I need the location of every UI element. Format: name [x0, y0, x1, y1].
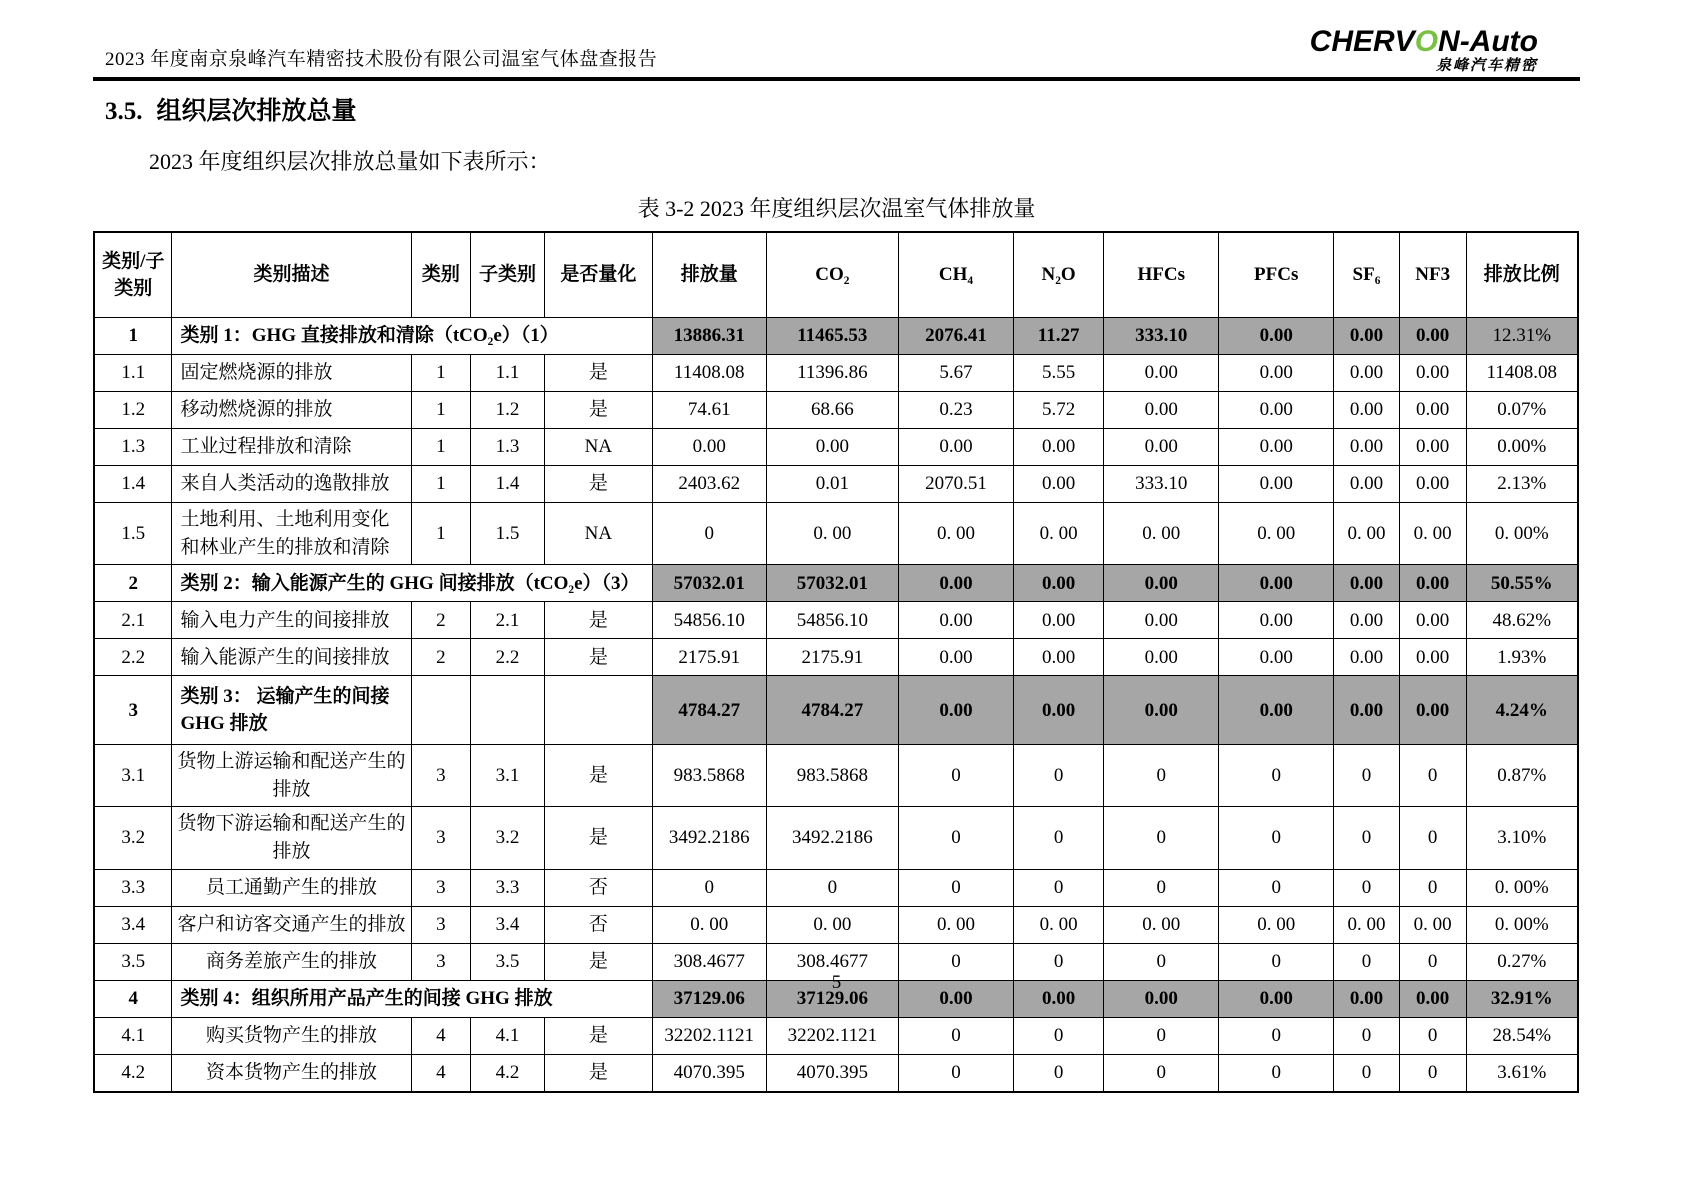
cell-value: 0.01 [766, 466, 898, 503]
cell-value: 0.00 [1013, 565, 1103, 602]
cell-ratio: 48.62% [1466, 602, 1578, 639]
cell-value: 308.4677 [652, 943, 766, 980]
cell-value: 54856.10 [766, 602, 898, 639]
logo-text-post: N-Auto [1438, 25, 1538, 58]
cell-quantified: 是 [545, 639, 653, 676]
cell-category: 3 [411, 943, 471, 980]
cell-ratio: 2.13% [1466, 466, 1578, 503]
cell-id: 1.3 [94, 429, 172, 466]
cell-value: 0.00 [1013, 429, 1103, 466]
table-row [94, 602, 1578, 639]
cell-value: 0.00 [1219, 466, 1334, 503]
cell-value: 0 [899, 1054, 1014, 1092]
cell-value: 0.00 [1399, 355, 1466, 392]
cell-desc: 类别 4：组织所用产品产生的间接 GHG 排放 [172, 980, 652, 1017]
table-row [94, 355, 1578, 392]
cell-category: 3 [411, 906, 471, 943]
table-row [94, 392, 1578, 429]
cell-desc: 货物下游运输和配送产生的排放 [172, 807, 411, 869]
section-heading [105, 91, 1580, 127]
table-row [94, 565, 1578, 602]
cell-value: 0 [1013, 807, 1103, 869]
cell-quantified: 是 [545, 602, 653, 639]
column-header: N₂O [1013, 232, 1103, 318]
cell-id: 4.1 [94, 1017, 172, 1054]
cell-value: 0.00 [652, 429, 766, 466]
cell-ratio: 12.31% [1466, 318, 1578, 355]
page-number: 5 [831, 972, 842, 993]
cell-value: 0. 00 [1219, 906, 1334, 943]
cell-ratio: 0.87% [1466, 745, 1578, 807]
cell-value: 0.00 [1013, 466, 1103, 503]
cell-value: 0 [1013, 943, 1103, 980]
cell-value: 0.00 [1013, 639, 1103, 676]
cell-value: 0.00 [1219, 392, 1334, 429]
section-number: 3.5. [105, 98, 143, 126]
cell-category: 1 [411, 355, 471, 392]
cell-value: 0 [652, 869, 766, 906]
cell-value: 0. 00 [899, 906, 1014, 943]
cell-value: 57032.01 [652, 565, 766, 602]
cell-quantified: NA [545, 503, 653, 565]
intro-paragraph: 2023 年度组织层次排放总量如下表所示： [149, 149, 551, 175]
cell-value: 0 [1399, 1054, 1466, 1092]
cell-category: 2 [411, 602, 471, 639]
cell-quantified: 是 [545, 466, 653, 503]
cell-value: 0 [1399, 943, 1466, 980]
cell-value: 0 [1104, 1017, 1219, 1054]
cell-quantified: 否 [545, 869, 653, 906]
cell-value: 13886.31 [652, 318, 766, 355]
cell-value: 32202.1121 [652, 1017, 766, 1054]
column-header: 排放量 [652, 232, 766, 318]
cell-category: 2 [411, 639, 471, 676]
cell-desc: 货物上游运输和配送产生的排放 [172, 745, 411, 807]
cell-value: 0.00 [1219, 602, 1334, 639]
cell-ratio: 3.10% [1466, 807, 1578, 869]
cell-value: 0. 00 [1013, 503, 1103, 565]
cell-value: 333.10 [1104, 466, 1219, 503]
cell-value: 0.00 [1219, 676, 1334, 745]
cell-value: 4070.395 [766, 1054, 898, 1092]
cell-value: 0.23 [899, 392, 1014, 429]
cell-id: 1.1 [94, 355, 172, 392]
cell-value: 0. 00 [1104, 503, 1219, 565]
column-header: PFCs [1219, 232, 1334, 318]
cell-value: 0 [1219, 1054, 1334, 1092]
cell-value: 0.00 [1334, 565, 1400, 602]
cell-ratio: 11408.08 [1466, 355, 1578, 392]
cell-value: 0. 00 [1334, 503, 1400, 565]
cell-value: 0.00 [1104, 980, 1219, 1017]
cell-value: 0. 00 [766, 906, 898, 943]
column-header: NF3 [1399, 232, 1466, 318]
cell-subcategory: 1.2 [471, 392, 545, 429]
emissions-table [93, 231, 1579, 1092]
cell-subcategory: 2.1 [471, 602, 545, 639]
cell-quantified: 是 [545, 355, 653, 392]
cell-value: 0.00 [1219, 565, 1334, 602]
cell-desc: 土地利用、土地利用变化和林业产生的排放和清除 [172, 503, 411, 565]
cell-desc: 类别 1：GHG 直接排放和清除（tCO₂e）（1） [172, 318, 652, 355]
table-row [94, 869, 1578, 906]
table-row [94, 807, 1578, 869]
cell-ratio: 50.55% [1466, 565, 1578, 602]
cell-id: 3.2 [94, 807, 172, 869]
cell-ratio: 0.07% [1466, 392, 1578, 429]
cell-id: 2.2 [94, 639, 172, 676]
cell-value: 0.00 [1104, 639, 1219, 676]
cell-value: 0.00 [1399, 318, 1466, 355]
cell-value: 0. 00 [899, 503, 1014, 565]
cell-subcategory: 4.2 [471, 1054, 545, 1092]
cell-id: 1.4 [94, 466, 172, 503]
cell-quantified: 是 [545, 943, 653, 980]
cell-value: 0.00 [1399, 392, 1466, 429]
column-header: 排放比例 [1466, 232, 1578, 318]
cell-quantified: 否 [545, 906, 653, 943]
cell-subcategory [471, 676, 545, 745]
table-row [94, 676, 1578, 745]
cell-category: 3 [411, 869, 471, 906]
cell-value: 0 [1399, 869, 1466, 906]
cell-ratio: 32.91% [1466, 980, 1578, 1017]
cell-value: 0 [1334, 1017, 1400, 1054]
cell-ratio: 1.93% [1466, 639, 1578, 676]
cell-ratio: 0. 00% [1466, 906, 1578, 943]
cell-subcategory: 1.1 [471, 355, 545, 392]
cell-subcategory: 3.3 [471, 869, 545, 906]
logo-green-o-icon: O [1414, 25, 1439, 58]
cell-subcategory: 3.1 [471, 745, 545, 807]
table-row [94, 1054, 1578, 1092]
cell-value: 2070.51 [899, 466, 1014, 503]
cell-desc: 客户和访客交通产生的排放 [172, 906, 411, 943]
column-header: 类别描述 [172, 232, 411, 318]
logo-subtitle: 泉峰汽车精密 [1435, 56, 1538, 74]
cell-value: 0.00 [1399, 602, 1466, 639]
cell-ratio: 0. 00% [1466, 503, 1578, 565]
column-header: 类别/子类别 [94, 232, 172, 318]
cell-value: 0 [899, 807, 1014, 869]
cell-value: 0.00 [1104, 355, 1219, 392]
table-header-row [94, 232, 1578, 318]
cell-value: 0.00 [1219, 639, 1334, 676]
cell-quantified: 是 [545, 392, 653, 429]
cell-value: 0 [1104, 869, 1219, 906]
cell-value: 5.67 [899, 355, 1014, 392]
cell-id: 1 [94, 318, 172, 355]
cell-desc: 员工通勤产生的排放 [172, 869, 411, 906]
cell-value: 0.00 [899, 429, 1014, 466]
cell-value: 0 [1013, 869, 1103, 906]
cell-value: 0 [899, 943, 1014, 980]
report-title: 2023 年度南京泉峰汽车精密技术股份有限公司温室气体盘查报告 [105, 49, 658, 71]
cell-value: 3492.2186 [766, 807, 898, 869]
cell-id: 3.1 [94, 745, 172, 807]
cell-value: 0.00 [1104, 392, 1219, 429]
cell-value: 983.5868 [652, 745, 766, 807]
column-header: CH₄ [899, 232, 1014, 318]
cell-value: 2076.41 [899, 318, 1014, 355]
cell-id: 3.3 [94, 869, 172, 906]
cell-category: 4 [411, 1017, 471, 1054]
cell-category: 3 [411, 745, 471, 807]
cell-value: 0.00 [1104, 676, 1219, 745]
column-header: SF₆ [1334, 232, 1400, 318]
cell-value: 0 [652, 503, 766, 565]
cell-value: 5.72 [1013, 392, 1103, 429]
cell-value: 0.00 [1399, 980, 1466, 1017]
cell-category: 1 [411, 429, 471, 466]
cell-subcategory: 2.2 [471, 639, 545, 676]
cell-value: 0.00 [1104, 565, 1219, 602]
table-caption: 表 3-2 2023 年度组织层次温室气体排放量 [637, 196, 1036, 222]
cell-desc: 输入电力产生的间接排放 [172, 602, 411, 639]
cell-value: 0 [899, 745, 1014, 807]
cell-value: 0 [1104, 807, 1219, 869]
cell-value: 11465.53 [766, 318, 898, 355]
cell-desc: 商务差旅产生的排放 [172, 943, 411, 980]
cell-value: 0 [1334, 869, 1400, 906]
cell-value: 0.00 [899, 565, 1014, 602]
cell-desc: 来自人类活动的逸散排放 [172, 466, 411, 503]
cell-desc: 移动燃烧源的排放 [172, 392, 411, 429]
section-title: 组织层次排放总量 [156, 98, 357, 126]
cell-value: 11408.08 [652, 355, 766, 392]
cell-quantified: 是 [545, 1054, 653, 1092]
table-row [94, 1017, 1578, 1054]
logo-text-pre: CHERV [1309, 25, 1415, 58]
cell-value: 0.00 [899, 676, 1014, 745]
cell-value: 0 [1219, 745, 1334, 807]
cell-quantified [545, 676, 653, 745]
cell-ratio: 28.54% [1466, 1017, 1578, 1054]
cell-value: 0.00 [1219, 429, 1334, 466]
logo-wordmark [1310, 26, 1538, 58]
cell-id: 1.5 [94, 503, 172, 565]
cell-value: 11.27 [1013, 318, 1103, 355]
cell-value: 0 [899, 1017, 1014, 1054]
cell-desc: 资本货物产生的排放 [172, 1054, 411, 1092]
cell-desc: 购买货物产生的排放 [172, 1017, 411, 1054]
cell-category: 3 [411, 807, 471, 869]
cell-quantified: NA [545, 429, 653, 466]
cell-value: 0.00 [1334, 429, 1400, 466]
cell-value: 0.00 [1219, 318, 1334, 355]
cell-value: 54856.10 [652, 602, 766, 639]
cell-id: 2 [94, 565, 172, 602]
document-header [93, 0, 1580, 81]
cell-category: 1 [411, 392, 471, 429]
cell-value: 0.00 [1334, 602, 1400, 639]
cell-id: 3.4 [94, 906, 172, 943]
cell-value: 0.00 [899, 639, 1014, 676]
column-header: HFCs [1104, 232, 1219, 318]
cell-value: 0.00 [1219, 980, 1334, 1017]
cell-value: 0 [1334, 745, 1400, 807]
cell-value: 4784.27 [766, 676, 898, 745]
cell-subcategory: 3.5 [471, 943, 545, 980]
cell-value: 0.00 [1334, 676, 1400, 745]
cell-value: 333.10 [1104, 318, 1219, 355]
cell-value: 0 [1104, 1054, 1219, 1092]
cell-value: 0.00 [1334, 466, 1400, 503]
cell-value: 0 [1334, 807, 1400, 869]
cell-value: 2175.91 [652, 639, 766, 676]
cell-value: 0 [1104, 943, 1219, 980]
cell-id: 4.2 [94, 1054, 172, 1092]
cell-value: 0 [1334, 943, 1400, 980]
cell-value: 0 [1219, 1017, 1334, 1054]
cell-value: 0.00 [1334, 639, 1400, 676]
page-content [93, 0, 1580, 1093]
column-header: 子类别 [471, 232, 545, 318]
cell-value: 308.4677 [766, 943, 898, 980]
cell-id: 2.1 [94, 602, 172, 639]
cell-value: 2175.91 [766, 639, 898, 676]
cell-category: 1 [411, 503, 471, 565]
cell-value: 4070.395 [652, 1054, 766, 1092]
column-header: 类别 [411, 232, 471, 318]
cell-id: 4 [94, 980, 172, 1017]
cell-subcategory: 1.4 [471, 466, 545, 503]
cell-value: 0.00 [1219, 355, 1334, 392]
column-header: 是否量化 [545, 232, 653, 318]
cell-value: 0.00 [1334, 355, 1400, 392]
cell-value: 0 [1013, 745, 1103, 807]
cell-quantified: 是 [545, 745, 653, 807]
cell-value: 4784.27 [652, 676, 766, 745]
cell-desc: 类别 3： 运输产生的间接 GHG 排放 [172, 676, 411, 745]
table-row [94, 503, 1578, 565]
cell-value: 2403.62 [652, 466, 766, 503]
cell-value: 0.00 [1334, 392, 1400, 429]
cell-value: 0.00 [1334, 318, 1400, 355]
cell-value: 0.00 [1399, 565, 1466, 602]
cell-value: 0 [1013, 1054, 1103, 1092]
cell-value: 37129.06 [766, 980, 898, 1017]
table-row [94, 639, 1578, 676]
cell-value: 57032.01 [766, 565, 898, 602]
cell-value: 0 [1104, 745, 1219, 807]
cell-value: 0. 00 [1219, 503, 1334, 565]
cell-value: 0.00 [1013, 676, 1103, 745]
cell-value: 0 [899, 869, 1014, 906]
cell-value: 0 [1334, 1054, 1400, 1092]
cell-value: 0.00 [1399, 639, 1466, 676]
cell-value: 0. 00 [1013, 906, 1103, 943]
cell-subcategory: 1.3 [471, 429, 545, 466]
cell-value: 0.00 [1013, 602, 1103, 639]
cell-quantified: 是 [545, 1017, 653, 1054]
table-row [94, 745, 1578, 807]
cell-value: 11396.86 [766, 355, 898, 392]
cell-value: 0.00 [1104, 602, 1219, 639]
cell-value: 0 [1399, 807, 1466, 869]
cell-value: 983.5868 [766, 745, 898, 807]
company-logo [1310, 26, 1580, 73]
cell-value: 0 [1219, 807, 1334, 869]
cell-value: 0.00 [1013, 980, 1103, 1017]
table-row [94, 466, 1578, 503]
cell-subcategory: 3.2 [471, 807, 545, 869]
cell-value: 0 [766, 869, 898, 906]
cell-ratio: 0.27% [1466, 943, 1578, 980]
cell-value: 0.00 [766, 429, 898, 466]
cell-value: 0.00 [1399, 429, 1466, 466]
cell-desc: 输入能源产生的间接排放 [172, 639, 411, 676]
cell-value: 0 [1013, 1017, 1103, 1054]
cell-value: 0.00 [1104, 429, 1219, 466]
cell-ratio: 4.24% [1466, 676, 1578, 745]
cell-value: 0 [1219, 943, 1334, 980]
cell-value: 0. 00 [1334, 906, 1400, 943]
cell-ratio: 3.61% [1466, 1054, 1578, 1092]
cell-desc: 类别 2：输入能源产生的 GHG 间接排放（tCO₂e）（3） [172, 565, 652, 602]
cell-value: 74.61 [652, 392, 766, 429]
cell-value: 0. 00 [1104, 906, 1219, 943]
cell-value: 0.00 [1399, 676, 1466, 745]
table-row [94, 906, 1578, 943]
cell-subcategory: 1.5 [471, 503, 545, 565]
cell-category [411, 676, 471, 745]
cell-value: 5.55 [1013, 355, 1103, 392]
cell-value: 0.00 [1399, 466, 1466, 503]
cell-value: 0. 00 [652, 906, 766, 943]
cell-value: 32202.1121 [766, 1017, 898, 1054]
cell-value: 0 [1399, 1017, 1466, 1054]
cell-category: 1 [411, 466, 471, 503]
cell-value: 0.00 [899, 602, 1014, 639]
cell-ratio: 0.00% [1466, 429, 1578, 466]
cell-value: 0.00 [899, 980, 1014, 1017]
cell-value: 0 [1399, 745, 1466, 807]
table-row [94, 429, 1578, 466]
cell-desc: 工业过程排放和清除 [172, 429, 411, 466]
cell-desc: 固定燃烧源的排放 [172, 355, 411, 392]
table-row [94, 318, 1578, 355]
cell-value: 0. 00 [1399, 503, 1466, 565]
cell-value: 0 [1219, 869, 1334, 906]
cell-value: 68.66 [766, 392, 898, 429]
cell-value: 3492.2186 [652, 807, 766, 869]
cell-id: 3 [94, 676, 172, 745]
cell-value: 0. 00 [766, 503, 898, 565]
cell-id: 1.2 [94, 392, 172, 429]
cell-value: 37129.06 [652, 980, 766, 1017]
cell-category: 4 [411, 1054, 471, 1092]
cell-subcategory: 3.4 [471, 906, 545, 943]
cell-value: 0. 00 [1399, 906, 1466, 943]
cell-id: 3.5 [94, 943, 172, 980]
column-header: CO₂ [766, 232, 898, 318]
cell-value: 0.00 [1334, 980, 1400, 1017]
cell-quantified: 是 [545, 807, 653, 869]
cell-ratio: 0. 00% [1466, 869, 1578, 906]
cell-subcategory: 4.1 [471, 1017, 545, 1054]
